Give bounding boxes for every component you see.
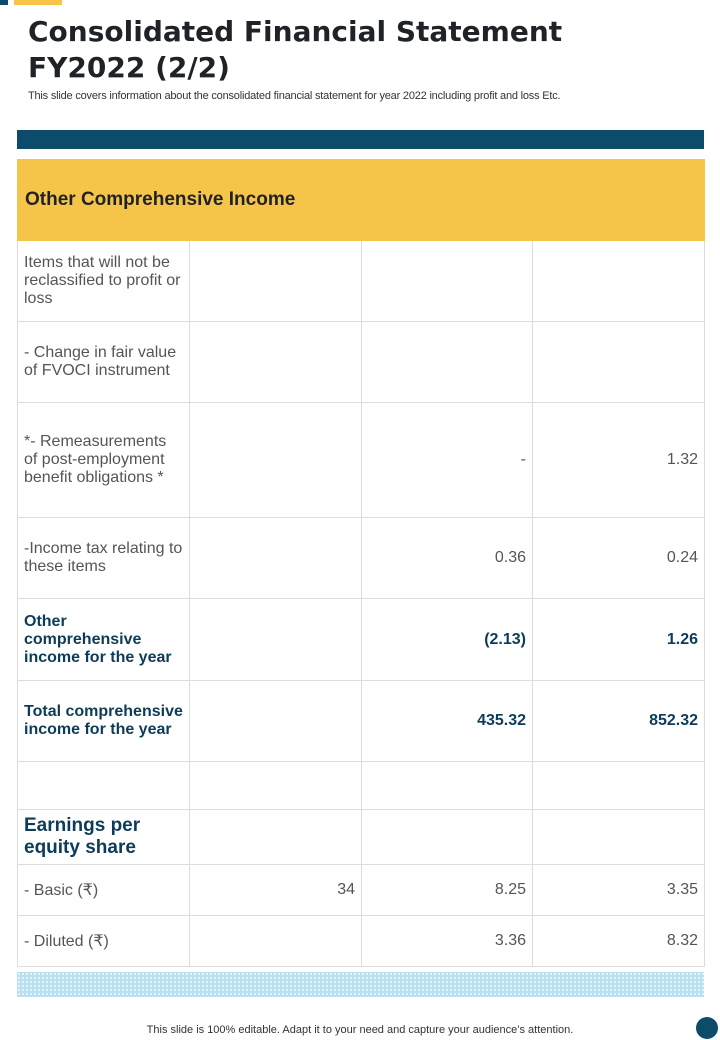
top-accent-yellow [14, 0, 62, 5]
table-row [18, 599, 705, 681]
row-label: - Change in fair value of FVOCI instrument [18, 322, 190, 403]
financial-table [17, 159, 705, 967]
row-label: Other comprehensive income for the year [18, 599, 190, 681]
row-value-1 [190, 681, 362, 762]
row-label: Items that will not be reclassified to profit or loss [18, 241, 190, 322]
row-value-3: 852.32 [533, 681, 705, 762]
row-value-2 [362, 241, 533, 322]
row-value-1 [190, 322, 362, 403]
row-value-3: 1.26 [533, 599, 705, 681]
table-row [18, 241, 705, 322]
row-value-1 [190, 810, 362, 865]
row-value-2: - [362, 403, 533, 518]
table-row [18, 681, 705, 762]
table-row [18, 916, 705, 967]
row-value-3 [533, 810, 705, 865]
corner-dot [696, 1017, 718, 1039]
row-value-2 [362, 810, 533, 865]
row-value-1 [190, 916, 362, 967]
row-value-2 [362, 762, 533, 810]
row-label: - Basic (₹) [18, 865, 190, 916]
row-label: Earnings per equity share [18, 810, 190, 865]
row-value-2 [362, 322, 533, 403]
table-row [18, 322, 705, 403]
row-value-1 [190, 599, 362, 681]
row-value-2: 8.25 [362, 865, 533, 916]
row-value-2: 3.36 [362, 916, 533, 967]
row-label [18, 762, 190, 810]
footer-dotted-band [17, 972, 704, 997]
row-value-1 [190, 403, 362, 518]
row-value-2: 435.32 [362, 681, 533, 762]
table-row [18, 810, 705, 865]
row-label: - Diluted (₹) [18, 916, 190, 967]
row-label: *- Remeasurements of post-employment benefit obligations * [18, 403, 190, 518]
row-value-1 [190, 241, 362, 322]
row-value-1 [190, 518, 362, 599]
table-row [18, 518, 705, 599]
page-subtitle: This slide covers information about the consolidated financial statement for year 2022 including profit and loss Etc. [28, 90, 561, 102]
table-row [18, 403, 705, 518]
row-value-2: (2.13) [362, 599, 533, 681]
row-label: -Income tax relating to these items [18, 518, 190, 599]
section-header-row [18, 160, 705, 241]
row-label: Total comprehensive income for the year [18, 681, 190, 762]
header-band [17, 130, 704, 149]
row-value-1 [190, 762, 362, 810]
row-value-3 [533, 241, 705, 322]
footer-note: This slide is 100% editable. Adapt it to your need and capture your audience’s attention. [146, 1024, 574, 1036]
table-row [18, 865, 705, 916]
row-value-3 [533, 322, 705, 403]
row-value-3: 8.32 [533, 916, 705, 967]
row-value-3 [533, 762, 705, 810]
row-value-3: 1.32 [533, 403, 705, 518]
row-value-2: 0.36 [362, 518, 533, 599]
section-header: Other Comprehensive Income [18, 160, 705, 241]
table-row [18, 762, 705, 810]
page-title: Consolidated Financial Statement FY2022 (2/2) [28, 15, 563, 84]
top-accent-navy [0, 0, 8, 5]
row-value-3: 0.24 [533, 518, 705, 599]
row-value-3: 3.35 [533, 865, 705, 916]
row-value-1: 34 [190, 865, 362, 916]
